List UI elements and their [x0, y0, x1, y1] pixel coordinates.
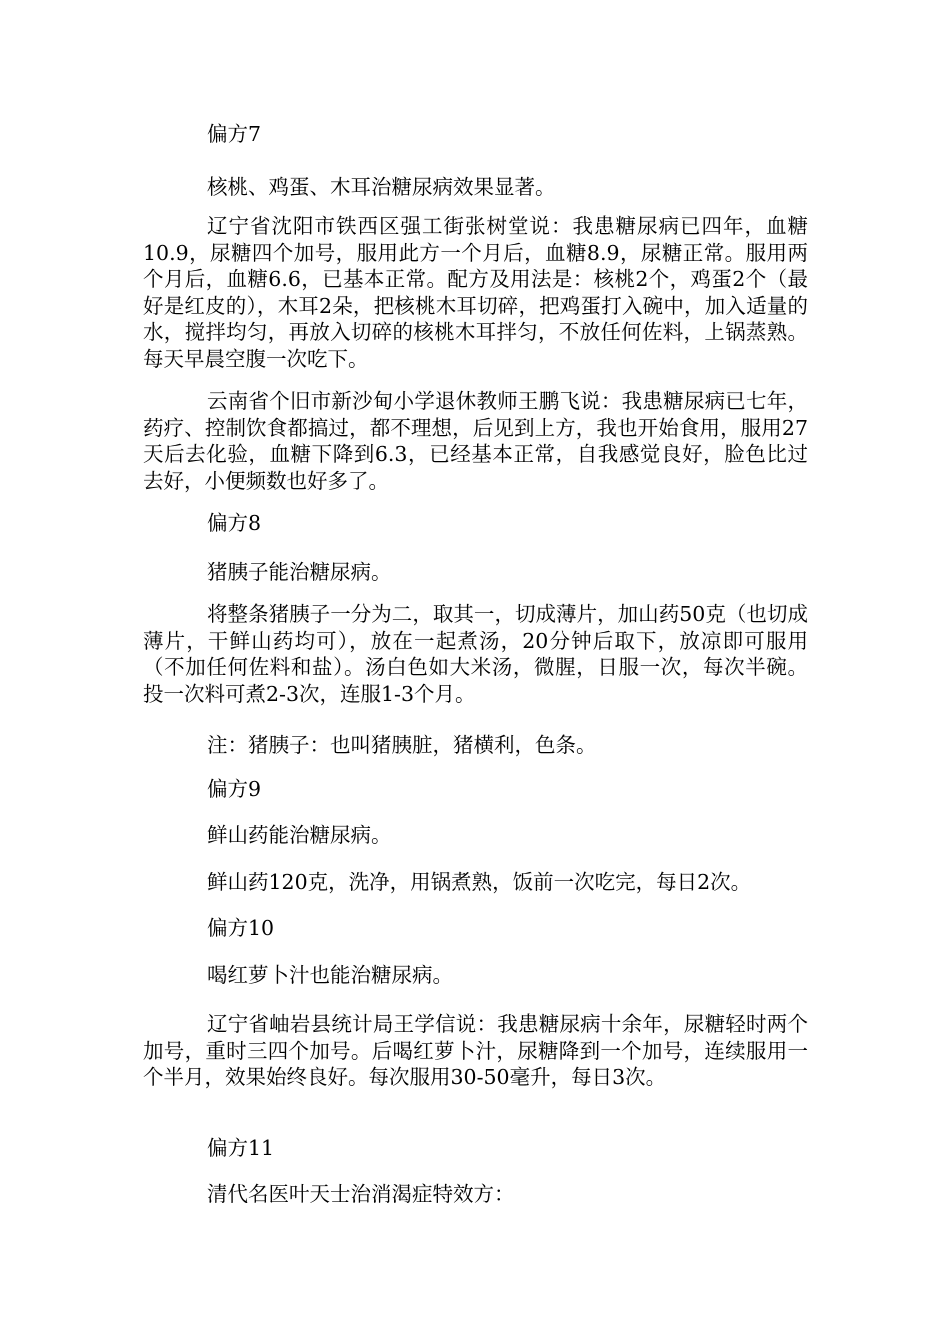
remedy-8-method: 将整条猪胰子一分为二，取其一，切成薄片，加山药50克（也切成薄片，干鲜山药均可），放在一起煮汤，20分钟后取下，放凉即可服用（不加任何佐料和盐）。汤白色如大米汤，微腥，日服一次，每次半碗。投一次料可煮2-3次，连服1-3个月。	[143, 602, 808, 706]
remedy-7-title: 核桃、鸡蛋、木耳治糖尿病效果显著。	[207, 175, 556, 199]
remedy-7-testimonial-1: 辽宁省沈阳市铁西区强工街张树堂说：我患糖尿病已四年，血糖10.9，尿糖四个加号，服用此方一个月后，血糖8.9，尿糖正常。服用两个月后，血糖6.6，已基本正常。配方及用法是：核桃2个，鸡蛋2个（最好是红皮的），木耳2朵，把核桃木耳切碎，把鸡蛋打入碗中，加入适量的水，搅拌均匀，再放入切碎的核桃木耳拌匀，不放任何佐料，上锅蒸熟。每天早晨空腹一次吃下。	[143, 214, 808, 371]
remedy-8-heading: 偏方8	[207, 511, 262, 535]
remedy-11-title: 清代名医叶天士治消渴症特效方：	[207, 1182, 515, 1206]
remedy-10-title: 喝红萝卜汁也能治糖尿病。	[207, 963, 453, 987]
remedy-8-title: 猪胰子能治糖尿病。	[207, 560, 392, 584]
remedy-7-heading: 偏方7	[207, 122, 262, 146]
remedy-8-note: 注：猪胰子：也叫猪胰脏，猪横利，色条。	[207, 733, 597, 757]
remedy-10-heading: 偏方10	[207, 916, 275, 940]
remedy-9-method: 鲜山药120克，洗净，用锅煮熟，饭前一次吃完，每日2次。	[207, 870, 752, 894]
remedy-9-title: 鲜山药能治糖尿病。	[207, 823, 392, 847]
remedy-11-heading: 偏方11	[207, 1136, 275, 1160]
remedy-9-heading: 偏方9	[207, 777, 262, 801]
remedy-10-testimonial: 辽宁省岫岩县统计局王学信说：我患糖尿病十余年，尿糖轻时两个加号，重时三四个加号。后喝红萝卜汁，尿糖降到一个加号，连续服用一个半月，效果始终良好。每次服用30-50毫升，每日3次。	[143, 1012, 808, 1090]
remedy-7-testimonial-2: 云南省个旧市新沙甸小学退休教师王鹏飞说：我患糖尿病已七年，药疗、控制饮食都搞过，都不理想，后见到上方，我也开始食用，服用27天后去化验，血糖下降到6.3，已经基本正常，自我感觉良好，脸色比过去好，小便频数也好多了。	[143, 389, 808, 493]
